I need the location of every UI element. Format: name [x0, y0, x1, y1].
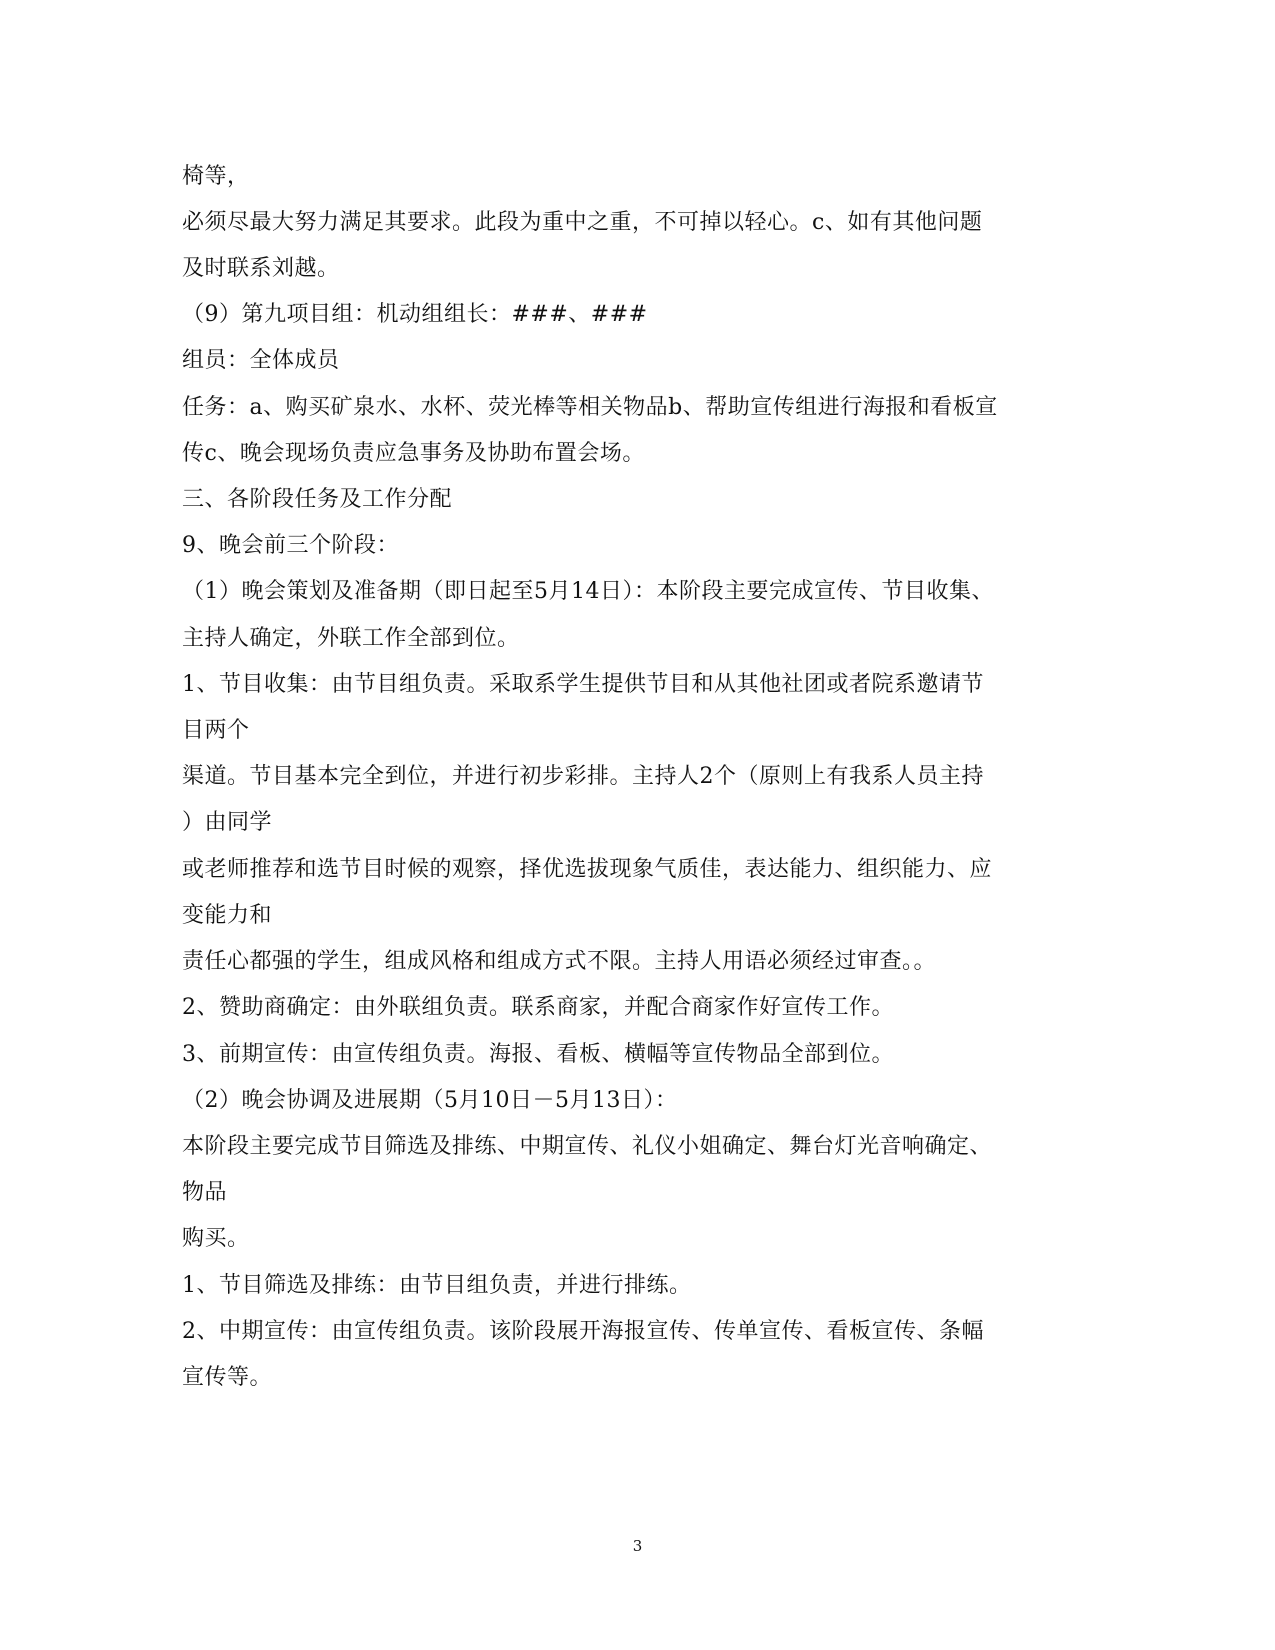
text-line: （2）晚会协调及进展期（5月10日－5月13日）：	[182, 1088, 678, 1113]
page-number: 3	[632, 1537, 643, 1555]
text-line: 任务：a、购买矿泉水、水杯、荧光棒等相关物品b、帮助宣传组进行海报和看板宣	[182, 395, 998, 420]
section-heading: 三、各阶段任务及工作分配	[182, 487, 453, 512]
text-line: 或老师推荐和选节目时候的观察，择优选拔现象气质佳，表达能力、组织能力、应	[182, 857, 993, 882]
text-line: 目两个	[182, 718, 250, 743]
text-line: 本阶段主要完成节目筛选及排练、中期宣传、礼仪小姐确定、舞台灯光音响确定、	[182, 1134, 993, 1159]
text-line: 1、节目筛选及排练：由节目组负责，并进行排练。	[182, 1273, 692, 1298]
text-line: 2、赞助商确定：由外联组负责。联系商家，并配合商家作好宣传工作。	[182, 995, 894, 1020]
text-line: 主持人确定，外联工作全部到位。	[182, 626, 520, 651]
text-line: 必须尽最大努力满足其要求。此段为重中之重，不可掉以轻心。c、如有其他问题	[182, 210, 983, 235]
text-line: 责任心都强的学生，组成风格和组成方式不限。主持人用语必须经过审查。。	[182, 949, 937, 974]
text-line: 渠道。节目基本完全到位，并进行初步彩排。主持人2个（原则上有我系人员主持	[182, 764, 984, 789]
text-line: 1、节目收集：由节目组负责。采取系学生提供节目和从其他社团或者院系邀请节	[182, 672, 984, 697]
text-line: 9、晚会前三个阶段：	[182, 533, 399, 558]
text-line: 购买。	[182, 1226, 250, 1251]
text-line: 椅等，	[182, 164, 250, 189]
text-line: 2、中期宣传：由宣传组负责。该阶段展开海报宣传、传单宣传、看板宣传、条幅	[182, 1319, 984, 1344]
text-line: （1）晚会策划及准备期（即日起至5月14日）：本阶段主要完成宣传、节目收集、	[182, 579, 994, 604]
text-line: （9）第九项目组：机动组组长：###、###	[182, 302, 648, 327]
text-line: 宣传等。	[182, 1365, 273, 1390]
text-line: 物品	[182, 1180, 228, 1205]
text-line: ）由同学	[182, 810, 273, 835]
text-line: 及时联系刘越。	[182, 256, 340, 281]
text-line: 组员：全体成员	[182, 348, 340, 373]
text-line: 变能力和	[182, 903, 273, 928]
text-line: 传c、晚会现场负责应急事务及协助布置会场。	[182, 441, 645, 466]
text-line: 3、前期宣传：由宣传组负责。海报、看板、横幅等宣传物品全部到位。	[182, 1042, 894, 1067]
